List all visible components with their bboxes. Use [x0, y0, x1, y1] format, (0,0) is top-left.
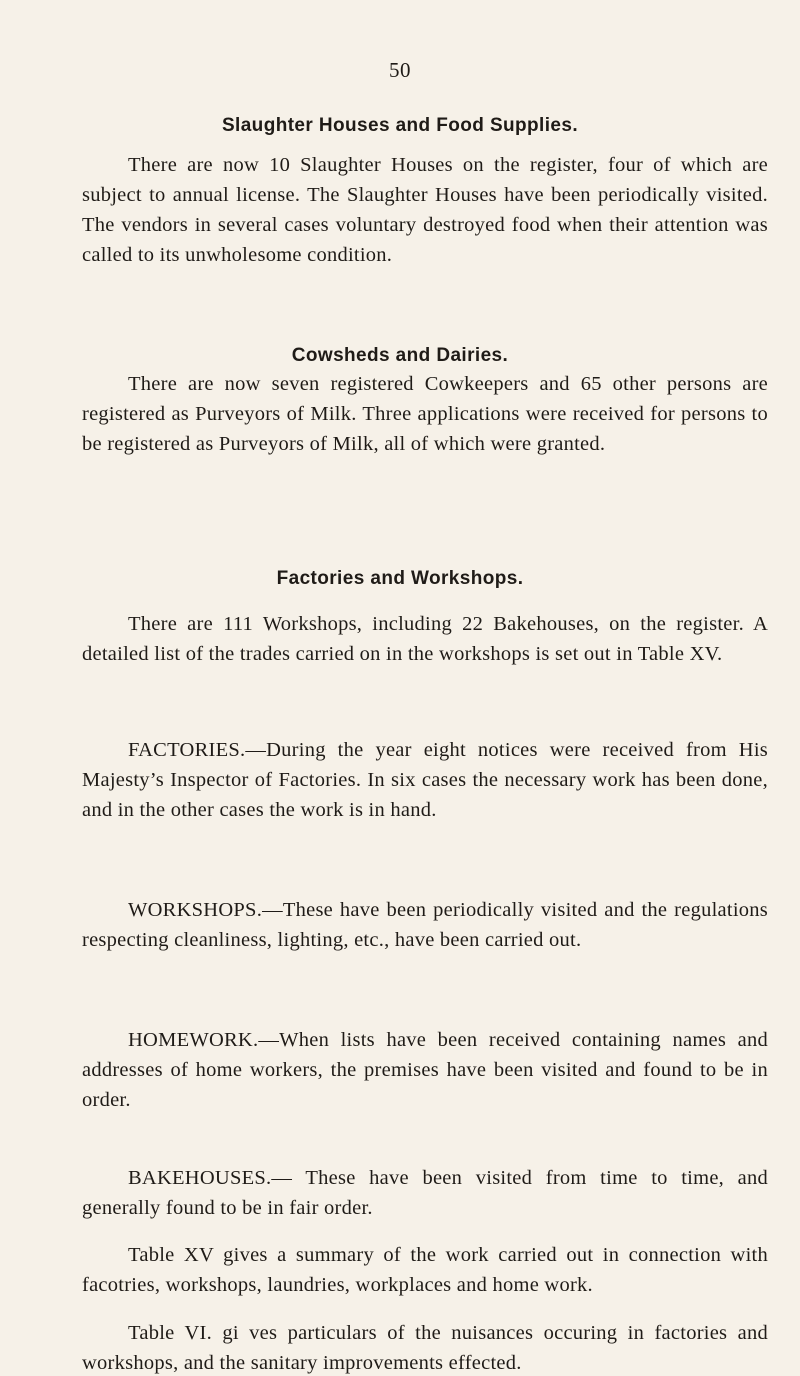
section-heading-slaughter-houses: Slaughter Houses and Food Supplies. — [221, 115, 579, 136]
section-heading-factories-workshops: Factories and Workshops. — [276, 568, 524, 589]
paragraph-table-vi-nuisances: Table VI. gi ves particulars of the nuisances occuring in factories and workshops, and the sanitary improvements effected. — [82, 1322, 768, 1374]
paragraph-homework: HOMEWORK.—When lists have been received containing names and addresses of home workers, the premises have been visited and found to be in order. — [82, 1029, 768, 1111]
page-number: 50 — [389, 58, 411, 82]
section-heading-cowsheds-dairies: Cowsheds and Dairies. — [291, 345, 509, 366]
paragraph-bakehouses: BAKEHOUSES.— These have been visited from time to time, and generally found to be in fair order. — [82, 1167, 768, 1219]
paragraph-slaughter-houses: There are now 10 Slaughter Houses on the register, four of which are subject to annual license. The Slaughter Houses have been periodically visited. The vendors in several cases voluntary destroyed food when their attention was called to its unwholesome condition. — [82, 154, 768, 266]
paragraph-cowsheds-dairies: There are now seven registered Cowkeepers and 65 other persons are registered as Purveyors of Milk. Three applications were received for persons to be registered as Purveyors of Milk, all of which were granted. — [82, 373, 768, 455]
paragraph-workshops-visits: WORKSHOPS.—These have been periodically visited and the regulations respecting cleanliness, lighting, etc., have been carried out. — [82, 899, 768, 951]
paragraph-table-xv-summary: Table XV gives a summary of the work carried out in connection with facotries, workshops, laundries, workplaces and home work. — [82, 1244, 768, 1296]
paragraph-factories-notices: FACTORIES.—During the year eight notices were received from His Majesty’s Inspector of Factories. In six cases the necessary work has been done, and in the other cases the work is in hand. — [82, 739, 768, 821]
paragraph-workshops-register: There are 111 Workshops, including 22 Bakehouses, on the register. A detailed list of the trades carried on in the workshops is set out in Table XV. — [82, 613, 768, 665]
